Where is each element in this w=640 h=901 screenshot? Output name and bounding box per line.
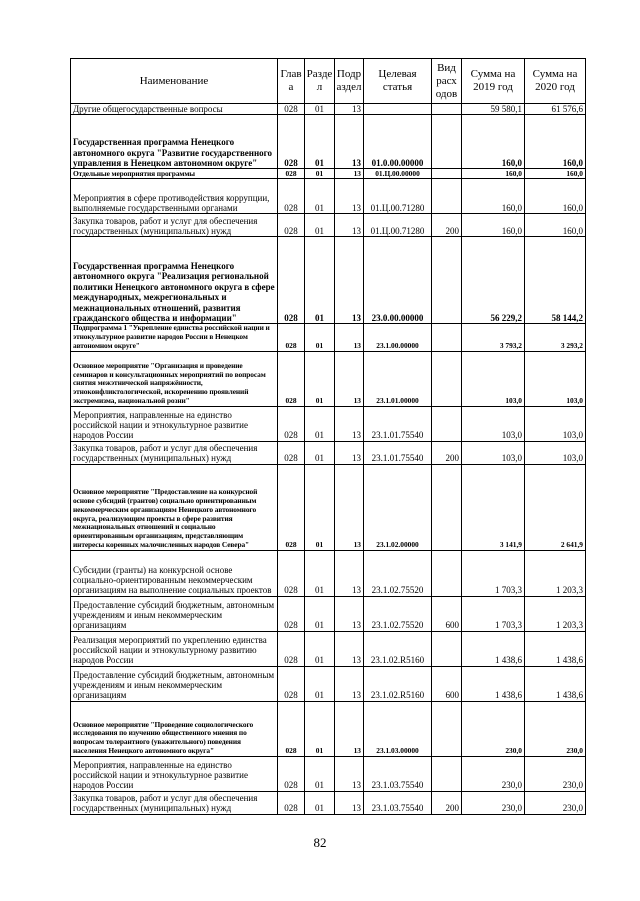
table-row xyxy=(71,169,586,179)
row-sum-2020-cell: 1 203,3 xyxy=(525,550,586,596)
row-vid-cell: 600 xyxy=(432,596,462,631)
header-vid: Вид расх одов xyxy=(432,59,462,104)
row-sum-2019-cell: 160,0 xyxy=(462,179,525,214)
row-podrazdel-cell: 13 xyxy=(335,214,364,237)
row-sum-2020-cell: 1 438,6 xyxy=(525,631,586,666)
row-sum-2020-cell: 61 576,6 xyxy=(525,104,586,115)
row-sum-2019-cell: 160,0 xyxy=(462,115,525,169)
table-row xyxy=(71,441,586,464)
row-sum-2019-cell: 1 438,6 xyxy=(462,631,525,666)
row-podrazdel-cell: 13 xyxy=(335,441,364,464)
row-podrazdel-cell: 13 xyxy=(335,115,364,169)
header-name: Наименование xyxy=(71,59,278,104)
row-sum-2019-cell: 160,0 xyxy=(462,214,525,237)
row-sum-2019-cell: 160,0 xyxy=(462,169,525,179)
row-name-cell: Закупка товаров, работ и услуг для обеспечения государственных (муниципальных) нужд xyxy=(71,214,278,237)
table-body xyxy=(71,104,586,815)
row-razdel-cell: 01 xyxy=(305,104,335,115)
row-vid-cell xyxy=(432,169,462,179)
row-name-cell: Мероприятия, направленные на единство российской нации и этнокультурное развитие народов России xyxy=(71,406,278,441)
row-sum-2019-cell: 3 793,2 xyxy=(462,324,525,351)
row-vid-cell xyxy=(432,237,462,324)
row-sum-2019-cell: 103,0 xyxy=(462,351,525,406)
row-statya-cell: 01.0.00.00000 xyxy=(364,115,432,169)
table-row xyxy=(71,351,586,406)
row-sum-2020-cell: 1 438,6 xyxy=(525,666,586,701)
table-row xyxy=(71,791,586,814)
row-podrazdel-cell: 13 xyxy=(335,596,364,631)
row-statya-cell: 01.Ц.00.00000 xyxy=(364,169,432,179)
row-razdel-cell: 01 xyxy=(305,701,335,756)
row-razdel-cell: 01 xyxy=(305,441,335,464)
row-glava-cell: 028 xyxy=(278,104,305,115)
row-statya-cell: 23.1.01.00000 xyxy=(364,351,432,406)
row-vid-cell xyxy=(432,406,462,441)
row-glava-cell: 028 xyxy=(278,169,305,179)
row-statya-cell xyxy=(364,104,432,115)
row-glava-cell: 028 xyxy=(278,406,305,441)
row-vid-cell xyxy=(432,631,462,666)
row-podrazdel-cell: 13 xyxy=(335,406,364,441)
row-statya-cell: 01.Ц.00.71280 xyxy=(364,214,432,237)
row-glava-cell: 028 xyxy=(278,631,305,666)
row-sum-2020-cell: 230,0 xyxy=(525,701,586,756)
row-statya-cell: 23.1.03.75540 xyxy=(364,791,432,814)
row-vid-cell xyxy=(432,464,462,550)
row-podrazdel-cell: 13 xyxy=(335,666,364,701)
row-statya-cell: 23.1.03.00000 xyxy=(364,701,432,756)
row-sum-2020-cell: 3 293,2 xyxy=(525,324,586,351)
row-sum-2019-cell: 230,0 xyxy=(462,701,525,756)
row-sum-2019-cell: 1 703,3 xyxy=(462,596,525,631)
row-glava-cell: 028 xyxy=(278,237,305,324)
row-podrazdel-cell: 13 xyxy=(335,237,364,324)
table-row xyxy=(71,550,586,596)
row-vid-cell xyxy=(432,756,462,791)
row-statya-cell: 23.1.02.75520 xyxy=(364,596,432,631)
row-statya-cell: 23.1.01.75540 xyxy=(364,406,432,441)
row-glava-cell: 028 xyxy=(278,596,305,631)
row-razdel-cell: 01 xyxy=(305,169,335,179)
row-podrazdel-cell: 13 xyxy=(335,104,364,115)
row-razdel-cell: 01 xyxy=(305,666,335,701)
row-sum-2020-cell: 103,0 xyxy=(525,441,586,464)
row-sum-2020-cell: 103,0 xyxy=(525,406,586,441)
row-name-cell: Другие общегосударственные вопросы xyxy=(71,104,278,115)
table-row xyxy=(71,115,586,169)
row-vid-cell: 200 xyxy=(432,791,462,814)
row-vid-cell xyxy=(432,324,462,351)
row-glava-cell: 028 xyxy=(278,666,305,701)
table-row xyxy=(71,631,586,666)
row-razdel-cell: 01 xyxy=(305,631,335,666)
row-glava-cell: 028 xyxy=(278,179,305,214)
row-name-cell: Государственная программа Ненецкого автономного округа "Развитие государственного управления в Ненецком автономном округе" xyxy=(71,115,278,169)
row-razdel-cell: 01 xyxy=(305,214,335,237)
row-sum-2019-cell: 56 229,2 xyxy=(462,237,525,324)
row-name-cell: Субсидии (гранты) на конкурсной основе социально-ориентированным некоммерческим организациям на выполнение социальных проектов xyxy=(71,550,278,596)
table-row xyxy=(71,104,586,115)
row-podrazdel-cell: 13 xyxy=(335,351,364,406)
row-name-cell: Основное мероприятие "Проведение социологического исследования по изучению общественного мнения по вопросам толерантного (уважительного) поведения населения Ненецкого автономного округа" xyxy=(71,701,278,756)
table-row xyxy=(71,666,586,701)
row-sum-2019-cell: 103,0 xyxy=(462,406,525,441)
budget-table xyxy=(70,58,586,815)
row-razdel-cell: 01 xyxy=(305,596,335,631)
row-glava-cell: 028 xyxy=(278,550,305,596)
row-podrazdel-cell: 13 xyxy=(335,631,364,666)
row-vid-cell xyxy=(432,351,462,406)
row-sum-2020-cell: 160,0 xyxy=(525,214,586,237)
row-vid-cell: 600 xyxy=(432,666,462,701)
row-name-cell: Государственная программа Ненецкого автономного округа "Реализация региональной политики Ненецкого автономного округа в сфере международных, межрегиональных и межнациональных отношений, развития гражданского общества и информации" xyxy=(71,237,278,324)
row-name-cell: Предоставление субсидий бюджетным, автономным учреждениям и иным некоммерческим организациям xyxy=(71,666,278,701)
row-podrazdel-cell: 13 xyxy=(335,756,364,791)
row-sum-2020-cell: 1 203,3 xyxy=(525,596,586,631)
row-glava-cell: 028 xyxy=(278,441,305,464)
row-razdel-cell: 01 xyxy=(305,179,335,214)
row-razdel-cell: 01 xyxy=(305,464,335,550)
row-razdel-cell: 01 xyxy=(305,324,335,351)
row-name-cell: Основное мероприятие "Организация и проведение семинаров и консультационных мероприятий по вопросам снятия межэтнической напряжённости, этноконфликтологической, искоренению проявлений экстремизма, национальной розни" xyxy=(71,351,278,406)
row-vid-cell xyxy=(432,115,462,169)
table-row xyxy=(71,701,586,756)
row-glava-cell: 028 xyxy=(278,324,305,351)
row-podrazdel-cell: 13 xyxy=(335,169,364,179)
row-vid-cell xyxy=(432,179,462,214)
row-razdel-cell: 01 xyxy=(305,791,335,814)
row-statya-cell: 23.1.00.00000 xyxy=(364,324,432,351)
header-sum-2020: Сумма на 2020 год xyxy=(525,59,586,104)
row-sum-2019-cell: 59 580,1 xyxy=(462,104,525,115)
row-sum-2020-cell: 160,0 xyxy=(525,179,586,214)
row-name-cell: Мероприятия в сфере противодействия коррупции, выполняемые государственными органами xyxy=(71,179,278,214)
row-statya-cell: 23.1.02.R5160 xyxy=(364,631,432,666)
row-glava-cell: 028 xyxy=(278,756,305,791)
row-razdel-cell: 01 xyxy=(305,237,335,324)
row-name-cell: Предоставление субсидий бюджетным, автономным учреждениям и иным некоммерческим организациям xyxy=(71,596,278,631)
row-statya-cell: 23.1.03.75540 xyxy=(364,756,432,791)
row-sum-2020-cell: 58 144,2 xyxy=(525,237,586,324)
row-name-cell: Закупка товаров, работ и услуг для обеспечения государственных (муниципальных) нужд xyxy=(71,791,278,814)
row-name-cell: Реализация мероприятий по укреплению единства российской нации и этнокультурному развитию народов России xyxy=(71,631,278,666)
row-name-cell: Отдельные мероприятия программы xyxy=(71,169,278,179)
row-vid-cell xyxy=(432,701,462,756)
table-row xyxy=(71,406,586,441)
row-name-cell: Мероприятия, направленные на единство российской нации и этнокультурное развитие народов России xyxy=(71,756,278,791)
row-sum-2020-cell: 160,0 xyxy=(525,115,586,169)
row-razdel-cell: 01 xyxy=(305,756,335,791)
table-row xyxy=(71,179,586,214)
row-glava-cell: 028 xyxy=(278,351,305,406)
table-row xyxy=(71,214,586,237)
row-name-cell: Основное мероприятие "Предоставление на конкурсной основе субсидий (грантов) социально ориентированным некоммерческим организациям Ненецкого автономного округа, реализующим проекты в сфере развития межнациональных отношений и социально ориентированным организациям, представляющим интересы коренных малочисленных народов Севера" xyxy=(71,464,278,550)
row-podrazdel-cell: 13 xyxy=(335,791,364,814)
row-sum-2019-cell: 230,0 xyxy=(462,756,525,791)
row-name-cell: Закупка товаров, работ и услуг для обеспечения государственных (муниципальных) нужд xyxy=(71,441,278,464)
row-sum-2019-cell: 1 438,6 xyxy=(462,666,525,701)
row-vid-cell: 200 xyxy=(432,214,462,237)
row-podrazdel-cell: 13 xyxy=(335,550,364,596)
row-glava-cell: 028 xyxy=(278,791,305,814)
row-statya-cell: 23.0.00.00000 xyxy=(364,237,432,324)
row-sum-2019-cell: 3 141,9 xyxy=(462,464,525,550)
row-razdel-cell: 01 xyxy=(305,115,335,169)
row-glava-cell: 028 xyxy=(278,464,305,550)
row-podrazdel-cell: 13 xyxy=(335,324,364,351)
row-name-cell: Подпрограмма 1 "Укрепление единства российской нации и этнокультурное развитие народов России в Ненецком автономном округе" xyxy=(71,324,278,351)
row-sum-2020-cell: 103,0 xyxy=(525,351,586,406)
row-glava-cell: 028 xyxy=(278,214,305,237)
table-row xyxy=(71,324,586,351)
row-razdel-cell: 01 xyxy=(305,406,335,441)
row-razdel-cell: 01 xyxy=(305,550,335,596)
row-podrazdel-cell: 13 xyxy=(335,701,364,756)
header-glava: Глав а xyxy=(278,59,305,104)
row-vid-cell: 200 xyxy=(432,441,462,464)
row-razdel-cell: 01 xyxy=(305,351,335,406)
header-razdel: Разде л xyxy=(305,59,335,104)
row-vid-cell xyxy=(432,550,462,596)
row-podrazdel-cell: 13 xyxy=(335,179,364,214)
row-glava-cell: 028 xyxy=(278,115,305,169)
table-row xyxy=(71,756,586,791)
row-statya-cell: 23.1.02.00000 xyxy=(364,464,432,550)
row-vid-cell xyxy=(432,104,462,115)
table-row xyxy=(71,237,586,324)
row-sum-2019-cell: 1 703,3 xyxy=(462,550,525,596)
table-row xyxy=(71,596,586,631)
row-statya-cell: 01.Ц.00.71280 xyxy=(364,179,432,214)
row-statya-cell: 23.1.02.R5160 xyxy=(364,666,432,701)
row-sum-2019-cell: 230,0 xyxy=(462,791,525,814)
row-sum-2020-cell: 230,0 xyxy=(525,756,586,791)
row-statya-cell: 23.1.02.75520 xyxy=(364,550,432,596)
table-row xyxy=(71,464,586,550)
row-glava-cell: 028 xyxy=(278,701,305,756)
page-number: 82 xyxy=(313,835,327,850)
header-statya: Целевая статья xyxy=(364,59,432,104)
header-sum-2019: Сумма на 2019 год xyxy=(462,59,525,104)
row-sum-2020-cell: 160,0 xyxy=(525,169,586,179)
row-statya-cell: 23.1.01.75540 xyxy=(364,441,432,464)
row-sum-2020-cell: 230,0 xyxy=(525,791,586,814)
row-sum-2019-cell: 103,0 xyxy=(462,441,525,464)
row-sum-2020-cell: 2 641,9 xyxy=(525,464,586,550)
header-podrazdel: Подр аздел xyxy=(335,59,364,104)
row-podrazdel-cell: 13 xyxy=(335,464,364,550)
table-header-row xyxy=(71,59,586,104)
